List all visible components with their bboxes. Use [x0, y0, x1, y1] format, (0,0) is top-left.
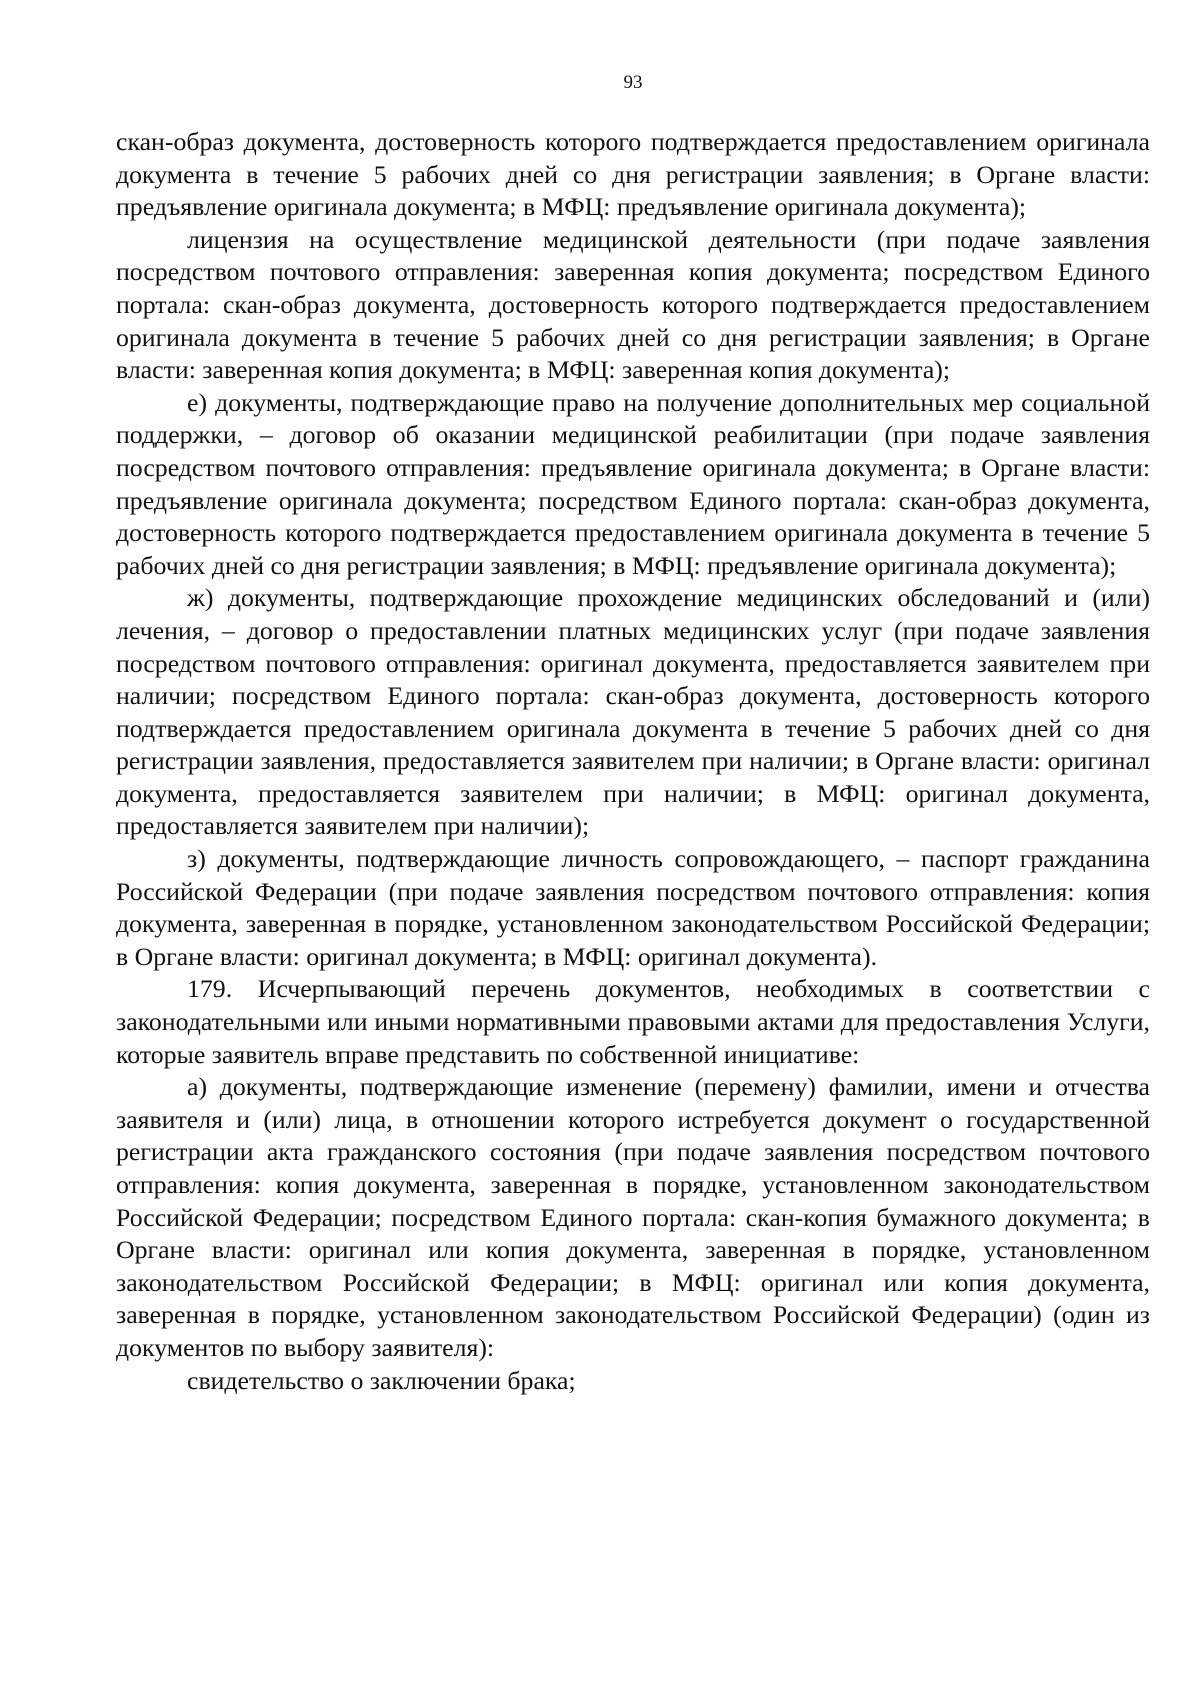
document-body — [116, 126, 1150, 1397]
paragraph-medical-license: лицензия на осуществление медицинской деятельности (при подаче заявления посредством почтового отправления: заверенная копия документа; посредством Единого портала: скан-образ документа, достоверность которого подтверждается предоставлением оригинала документа в течение 5 рабочих дней со дня регистрации заявления; в Органе власти: заверенная копия документа; в МФЦ: заверенная копия документа); — [116, 224, 1150, 385]
paragraph-item-zh: ж) документы, подтверждающие прохождение медицинских обследований и (или) лечения, – договор о предоставлении платных медицинских услуг (при подаче заявления посредством почтового отправления: оригинал документа, предоставляется заявителем при наличии; посредством Единого портала: скан-образ документа, достоверность которого подтверждается предоставлением оригинала документа в течение 5 рабочих дней со дня регистрации заявления, предоставляется заявителем при наличии; в Органе власти: оригинал документа, предоставляется заявителем при наличии; в МФЦ: оригинал документа, предоставляется заявителем при наличии); — [116, 583, 1150, 841]
paragraph-item-e: е) документы, подтверждающие право на получение дополнительных мер социальной поддержки, – договор об оказании медицинской реабилитации (при подаче заявления посредством почтового отправления: предъявление оригинала документа; в Органе власти: предъявление оригинала документа; посредством Единого портала: скан-образ документа, достоверность которого подтверждается предоставлением оригинала документа в течение 5 рабочих дней со дня регистрации заявления; в МФЦ: предъявление оригинала документа); — [116, 387, 1150, 580]
page-number: 93 — [623, 72, 643, 93]
paragraph-marriage-certificate: свидетельство о заключении брака; — [187, 1365, 576, 1395]
paragraph-item-z: з) документы, подтверждающие личность сопровождающего, – паспорт гражданина Российской Федерации (при подаче заявления посредством почтового отправления: копия документа, заверенная в порядке, установленном законодательством Российской Федерации; в Органе власти: оригинал документа; в МФЦ: оригинал документа). — [116, 844, 1150, 971]
paragraph-item-a: а) документы, подтверждающие изменение (перемену) фамилии, имени и отчества заявителя и (или) лица, в отношении которого истребуется документ о государственной регистрации акта гражданского состояния (при подаче заявления посредством почтового отправления: копия документа, заверенная в порядке, установленном законодательством Российской Федерации; посредством Единого портала: скан-копия бумажного документа; в Органе власти: оригинал или копия документа, заверенная в порядке, установленном законодательством Российской Федерации; в МФЦ: оригинал или копия документа, заверенная в порядке, установленном законодательством Российской Федерации) (один из документов по выбору заявителя): — [116, 1072, 1150, 1362]
paragraph-scan-image-continuation: скан-образ документа, достоверность которого подтверждается предоставлением оригинала документа в течение 5 рабочих дней со дня регистрации заявления; в Органе власти: предъявление оригинала документа; в МФЦ: предъявление оригинала документа); — [116, 127, 1150, 222]
paragraph-clause-179: 179. Исчерпывающий перечень документов, необходимых в соответствии с законодательными или иными нормативными правовыми актами для предоставления Услуги, которые заявитель вправе представить по собственной инициативе: — [116, 974, 1150, 1069]
